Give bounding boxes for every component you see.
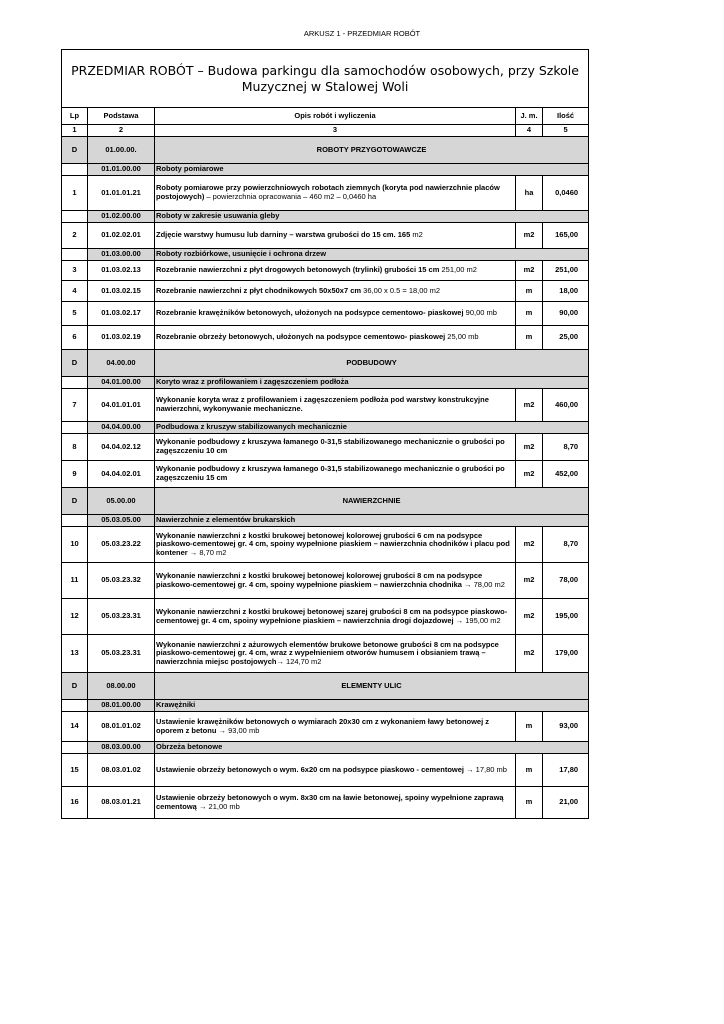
item-quantity: 179,00 (543, 635, 589, 673)
section-row (62, 673, 589, 700)
item-lp: 5 (62, 302, 88, 326)
item-row (62, 223, 589, 249)
item-code: 01.03.02.15 (88, 281, 155, 302)
item-code: 08.03.01.21 (88, 787, 155, 819)
item-desc-text: Zdjęcie warstwy humusu lub darniny – warstwa grubości do 15 cm. 165 (156, 230, 411, 240)
column-header: Ilość (543, 108, 589, 125)
item-calc-text: → 17,80 mb (464, 764, 507, 774)
subsection-code: 05.03.05.00 (88, 515, 155, 527)
page-header: ARKUSZ 1 - PRZEDMIAR ROBÓT (303, 29, 421, 38)
item-quantity: 251,00 (543, 261, 589, 281)
item-row (62, 281, 589, 302)
item-calc-text: 251,00 m2 (439, 265, 477, 275)
item-description (155, 281, 516, 302)
item-row (62, 712, 589, 742)
item-code: 04.04.02.12 (88, 434, 155, 461)
item-code: 08.01.01.02 (88, 712, 155, 742)
item-desc-text: Ustawienie krawężników betonowych o wymiarach 20x30 cm z wykonaniem ławy betonowej z oporem z betonu (156, 716, 490, 735)
item-lp: 9 (62, 461, 88, 488)
item-quantity: 78,00 (543, 563, 589, 599)
item-code: 01.03.02.17 (88, 302, 155, 326)
item-lp: 12 (62, 599, 88, 635)
item-desc-text: Roboty pomiarowe przy powierzchniowych robotach ziemnych (koryta pod nawierzchnie placów postojowych) (156, 183, 500, 201)
item-desc-text: Wykonanie koryta wraz z profilowaniem i zagęszczeniem podłoża pod warstwy konstrukcyjne nawierzchni, wykonywanie mechaniczne. (156, 395, 489, 413)
item-description (155, 261, 516, 281)
item-row (62, 389, 589, 422)
item-unit: m (516, 281, 543, 302)
item-quantity: 18,00 (543, 281, 589, 302)
section-code: 04.00.00 (88, 350, 155, 377)
item-quantity: 195,00 (543, 599, 589, 635)
subsection-name: Obrzeża betonowe (155, 742, 589, 754)
item-unit: m2 (516, 261, 543, 281)
item-row (62, 635, 589, 673)
section-name: ELEMENTY ULIC (155, 673, 589, 700)
item-row (62, 176, 589, 211)
item-description (155, 563, 516, 599)
subsection-row (62, 377, 589, 389)
item-lp: 14 (62, 712, 88, 742)
item-lp: 6 (62, 326, 88, 350)
item-row (62, 754, 589, 787)
item-unit: m2 (516, 223, 543, 249)
item-code: 05.03.23.22 (88, 527, 155, 563)
item-unit: ha (516, 176, 543, 211)
section-code: 01.00.00. (88, 137, 155, 164)
column-header: Lp (62, 108, 88, 125)
item-calc-text: m2 (410, 230, 423, 240)
item-description (155, 326, 516, 350)
section-lp: D (62, 350, 88, 377)
item-description (155, 754, 516, 787)
item-code: 01.03.02.19 (88, 326, 155, 350)
item-row (62, 326, 589, 350)
item-calc-text: → 195,00 m2 (453, 615, 501, 625)
item-desc-text: Rozebranie krawężników betonowych, ułożonych na podsypce cementowo- piaskowej (156, 308, 464, 318)
item-code: 05.03.23.32 (88, 563, 155, 599)
item-quantity: 165,00 (543, 223, 589, 249)
item-row (62, 787, 589, 819)
item-quantity: 17,80 (543, 754, 589, 787)
item-desc-text: Wykonanie nawierzchni z kostki brukowej betonowej kolorowej grubości 8 cm na podsypce piaskowo-cementowej gr. 4 cm, spoiny wypełnione piaskiem – nawierzchnia chodnika (156, 570, 483, 589)
item-lp: 16 (62, 787, 88, 819)
subsection-empty (62, 515, 88, 527)
item-quantity: 8,70 (543, 527, 589, 563)
item-row (62, 302, 589, 326)
section-name: PODBUDOWY (155, 350, 589, 377)
item-description (155, 176, 516, 211)
item-row (62, 461, 589, 488)
bill-of-quantities-table (61, 49, 589, 819)
subsection-name: Nawierzchnie z elementów brukarskich (155, 515, 589, 527)
item-desc-text: Rozebranie nawierzchni z płyt chodnikowych 50x50x7 cm (156, 285, 362, 295)
column-number: 1 (62, 125, 88, 137)
item-calc-text: – powierzchnia opracowania – 460 m2 – 0,0460 ha (204, 192, 377, 201)
item-code: 05.03.23.31 (88, 599, 155, 635)
item-calc-text: → 21,00 mb (196, 801, 240, 811)
item-description (155, 223, 516, 249)
subsection-row (62, 422, 589, 434)
item-desc-text: Wykonanie nawierzchni z ażurowych elementów brukowe betonowe grubości 8 cm na podsypce piaskowo-cementowej gr. 4 cm, wraz z wypełnieniem otworów humusem i obsianiem trawą – nawierzchnia miejsc postojowych (156, 639, 499, 666)
item-calc-text: 90,00 mb (463, 308, 497, 318)
section-row (62, 137, 589, 164)
item-unit: m2 (516, 461, 543, 488)
item-unit: m (516, 302, 543, 326)
item-quantity: 460,00 (543, 389, 589, 422)
item-lp: 10 (62, 527, 88, 563)
section-code: 08.00.00 (88, 673, 155, 700)
subsection-code: 01.03.00.00 (88, 249, 155, 261)
item-code: 04.01.01.01 (88, 389, 155, 422)
subsection-empty (62, 249, 88, 261)
item-quantity: 90,00 (543, 302, 589, 326)
column-number: 4 (516, 125, 543, 137)
column-number: 3 (155, 125, 516, 137)
item-description (155, 302, 516, 326)
item-desc-text: Ustawienie obrzeży betonowych o wym. 6x20 cm na podsypce piaskowo - cementowej (156, 764, 465, 774)
item-description (155, 712, 516, 742)
subsection-row (62, 700, 589, 712)
item-desc-text: Wykonanie nawierzchni z kostki brukowej betonowej kolorowej grubości 6 cm na podsypce piaskowo-cementowej gr. 4 cm, spoiny wypełnione piaskiem – nawierzchnia chodników i placu pod kontener (156, 530, 510, 557)
item-unit: m (516, 787, 543, 819)
item-desc-text: Ustawienie obrzeży betonowych o wym. 8x30 cm na ławie betonowej, spoiny wypełnione zaprawą cementową (156, 792, 504, 811)
section-lp: D (62, 137, 88, 164)
item-description (155, 527, 516, 563)
subsection-row (62, 249, 589, 261)
item-row (62, 563, 589, 599)
item-lp: 13 (62, 635, 88, 673)
item-desc-text: Wykonanie podbudowy z kruszywa łamanego 0-31,5 stabilizowanego mechanicznie o grubości po zagęszczeniu 10 cm (156, 437, 505, 455)
item-lp: 8 (62, 434, 88, 461)
item-code: 08.03.01.02 (88, 754, 155, 787)
item-calc-text: 36,00 x 0.5 = 18,00 m2 (361, 285, 441, 295)
subsection-empty (62, 211, 88, 223)
column-number: 5 (543, 125, 589, 137)
section-name: NAWIERZCHNIE (155, 488, 589, 515)
subsection-row (62, 742, 589, 754)
item-unit: m2 (516, 563, 543, 599)
subsection-row (62, 164, 589, 176)
section-row (62, 488, 589, 515)
item-unit: m2 (516, 527, 543, 563)
subsection-row (62, 515, 589, 527)
item-code: 01.03.02.13 (88, 261, 155, 281)
subsection-name: Roboty w zakresie usuwania gleby (155, 211, 589, 223)
item-lp: 1 (62, 176, 88, 211)
item-description (155, 434, 516, 461)
subsection-name: Roboty rozbiórkowe, usunięcie i ochrona drzew (155, 249, 589, 261)
column-number-row (62, 125, 589, 137)
item-unit: m2 (516, 434, 543, 461)
item-desc-text: Wykonanie podbudowy z kruszywa łamanego 0-31,5 stabilizowanego mechanicznie o grubości po zagęszczeniu 15 cm (156, 464, 505, 482)
item-lp: 7 (62, 389, 88, 422)
column-header: Opis robót i wyliczenia (155, 108, 516, 125)
subsection-name: Krawężniki (155, 700, 589, 712)
item-row (62, 527, 589, 563)
item-code: 05.03.23.31 (88, 635, 155, 673)
item-description (155, 787, 516, 819)
item-description (155, 389, 516, 422)
item-description (155, 599, 516, 635)
item-desc-text: Rozebranie obrzeży betonowych, ułożonych na podsypce cementowo- piaskowej (156, 332, 446, 342)
section-row (62, 350, 589, 377)
item-unit: m (516, 712, 543, 742)
subsection-name: Podbudowa z kruszyw stabilizowanych mechanicznie (155, 422, 589, 434)
item-lp: 4 (62, 281, 88, 302)
item-quantity: 452,00 (543, 461, 589, 488)
column-header-row (62, 108, 589, 125)
item-code: 01.01.01.21 (88, 176, 155, 211)
subsection-code: 04.04.00.00 (88, 422, 155, 434)
document-title: PRZEDMIAR ROBÓT – Budowa parkingu dla samochodów osobowych, przy Szkole Muzycznej w Stalowej Woli (62, 50, 589, 108)
item-code: 01.02.02.01 (88, 223, 155, 249)
item-quantity: 21,00 (543, 787, 589, 819)
column-number: 2 (88, 125, 155, 137)
item-lp: 15 (62, 754, 88, 787)
title-row (62, 50, 589, 108)
item-unit: m (516, 326, 543, 350)
item-desc-text: Rozebranie nawierzchni z płyt drogowych betonowych (trylinki) grubości 15 cm (156, 265, 440, 275)
subsection-row (62, 211, 589, 223)
item-row (62, 261, 589, 281)
subsection-name: Roboty pomiarowe (155, 164, 589, 176)
section-lp: D (62, 488, 88, 515)
subsection-code: 08.01.00.00 (88, 700, 155, 712)
item-calc-text: → 78,00 m2 (461, 579, 505, 589)
item-row (62, 434, 589, 461)
subsection-code: 01.02.00.00 (88, 211, 155, 223)
item-unit: m2 (516, 389, 543, 422)
subsection-empty (62, 742, 88, 754)
item-unit: m2 (516, 599, 543, 635)
subsection-empty (62, 377, 88, 389)
item-quantity: 8,70 (543, 434, 589, 461)
subsection-empty (62, 164, 88, 176)
item-description (155, 461, 516, 488)
subsection-empty (62, 700, 88, 712)
item-calc-text: → 8,70 m2 (187, 547, 227, 557)
subsection-code: 04.01.00.00 (88, 377, 155, 389)
item-quantity: 25,00 (543, 326, 589, 350)
item-row (62, 599, 589, 635)
section-lp: D (62, 673, 88, 700)
item-description (155, 635, 516, 673)
item-calc-text: → 93,00 mb (216, 725, 260, 735)
item-desc-text: Wykonanie nawierzchni z kostki brukowej betonowej szarej grubości 8 cm na podsypce piaskowo-cementowej gr. 4 cm, spoiny wypełnione piaskiem – nawierzchnia drogi dojazdowej (156, 606, 508, 625)
item-unit: m (516, 754, 543, 787)
subsection-name: Koryto wraz z profilowaniem i zagęszczeniem podłoża (155, 377, 589, 389)
item-lp: 2 (62, 223, 88, 249)
item-quantity: 93,00 (543, 712, 589, 742)
item-lp: 11 (62, 563, 88, 599)
column-header: J. m. (516, 108, 543, 125)
item-unit: m2 (516, 635, 543, 673)
item-calc-text: → 124,70 m2 (276, 656, 322, 666)
section-name: ROBOTY PRZYGOTOWAWCZE (155, 137, 589, 164)
subsection-code: 01.01.00.00 (88, 164, 155, 176)
subsection-empty (62, 422, 88, 434)
item-calc-text: 25,00 mb (445, 332, 479, 342)
section-code: 05.00.00 (88, 488, 155, 515)
item-code: 04.04.02.01 (88, 461, 155, 488)
item-quantity: 0,0460 (543, 176, 589, 211)
column-header: Podstawa (88, 108, 155, 125)
item-lp: 3 (62, 261, 88, 281)
subsection-code: 08.03.00.00 (88, 742, 155, 754)
